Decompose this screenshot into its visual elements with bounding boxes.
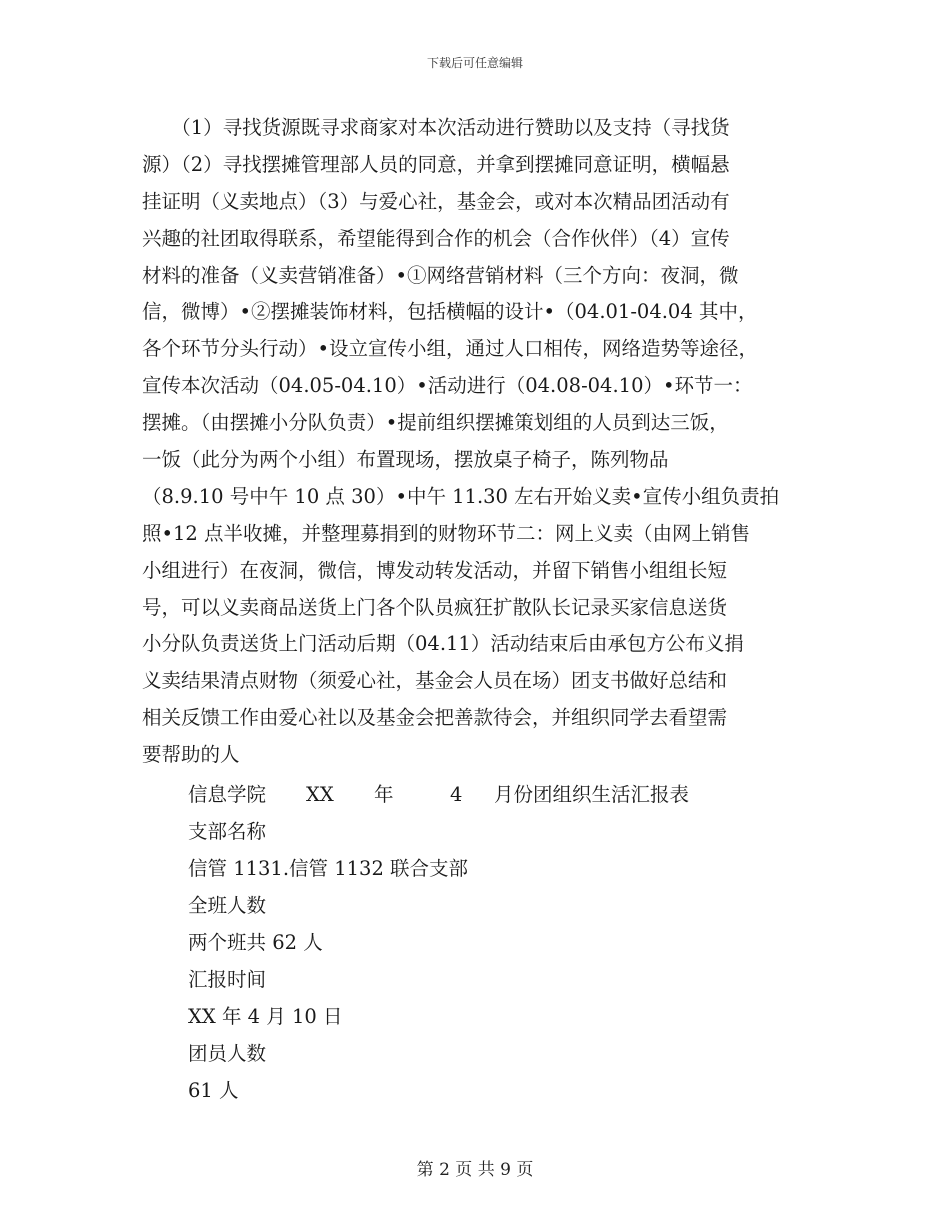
body-line: 要帮助的人 xyxy=(142,743,240,767)
report-title-college: 信息学院 xyxy=(188,783,267,806)
body-line: 义卖结果清点财物（须爱心社，基金会人员在场）团支书做好总结和 xyxy=(142,669,728,693)
report-row: 支部名称 xyxy=(188,820,267,843)
page-mid: 页 共 xyxy=(455,1160,495,1180)
report-row: XX 年 4 月 10 日 xyxy=(188,1005,343,1028)
body-line: 照•12 点半收摊，并整理募捐到的财物环节二：网上义卖（由网上销售 xyxy=(142,521,751,545)
body-line: 小分队负责送货上门活动后期（04.11）活动结束后由承包方公布义捐 xyxy=(142,632,744,656)
report-row: 两个班共 62 人 xyxy=(188,931,323,954)
body-line: 宣传本次活动（04.05-04.10）•活动进行（04.08-04.10）•环节一： xyxy=(142,374,753,398)
report-title-month: 4 xyxy=(450,783,463,806)
report-title xyxy=(188,776,828,813)
body-line: 兴趣的社团取得联系，希望能得到合作的机会（合作伙伴）（4）宣传 xyxy=(142,226,730,250)
report-table xyxy=(188,776,828,1109)
body-line: 号，可以义卖商品送货上门各个队员疯狂扩散队长记录买家信息送货 xyxy=(142,595,728,619)
report-title-year: XX xyxy=(306,783,334,806)
body-line: 挂证明（义卖地点）（3）与爱心社，基金会，或对本次精品团活动有 xyxy=(142,189,730,213)
report-row: 信管 1131.信管 1132 联合支部 xyxy=(188,857,469,880)
page-total: 9 xyxy=(500,1160,511,1180)
report-row: 团员人数 xyxy=(188,1042,267,1065)
body-line: 材料的准备（义卖营销准备）•①网络营销材料（三个方向：夜洞，微 xyxy=(142,263,739,287)
page-prefix: 第 xyxy=(416,1160,434,1180)
page-suffix: 页 xyxy=(516,1160,534,1180)
report-row: 全班人数 xyxy=(188,894,267,917)
body-text xyxy=(142,110,822,774)
report-title-text: 月份团组织生活汇报表 xyxy=(494,783,690,806)
body-line: 信，微博）•②摆摊装饰材料，包括横幅的设计•（04.01-04.04 其中， xyxy=(142,300,758,324)
page-header: 下载后可任意编辑 xyxy=(426,56,523,70)
body-line: 相关反馈工作由爱心社以及基金会把善款待会，并组织同学去看望需 xyxy=(142,706,728,730)
body-line: （1）寻找货源既寻求商家对本次活动进行赞助以及支持（寻找货 xyxy=(142,116,730,139)
page-footer xyxy=(0,1155,950,1180)
body-line: 源）（2）寻找摆摊管理部人员的同意，并拿到摆摊同意证明，横幅悬 xyxy=(142,152,730,176)
report-title-year-unit: 年 xyxy=(374,783,394,806)
body-line: 摆摊。（由摆摊小分队负责）•提前组织摆摊策划组的人员到达三饭， xyxy=(142,411,729,435)
body-line: 小组进行）在夜洞，微信，博发动转发活动，并留下销售小组组长短 xyxy=(142,558,728,582)
page-number: 2 xyxy=(439,1160,450,1180)
body-line: （8.9.10 号中午 10 点 30）•中午 11.30 左右开始义卖•宣传小组负责拍 xyxy=(142,484,780,508)
body-line: 一饭（此分为两个小组）布置现场，摆放桌子椅子，陈列物品 xyxy=(142,448,669,472)
body-line: 各个环节分头行动）•设立宣传小组，通过人口相传，网络造势等途径， xyxy=(142,337,759,361)
report-row: 汇报时间 xyxy=(188,968,267,991)
report-row: 61 人 xyxy=(188,1079,239,1102)
